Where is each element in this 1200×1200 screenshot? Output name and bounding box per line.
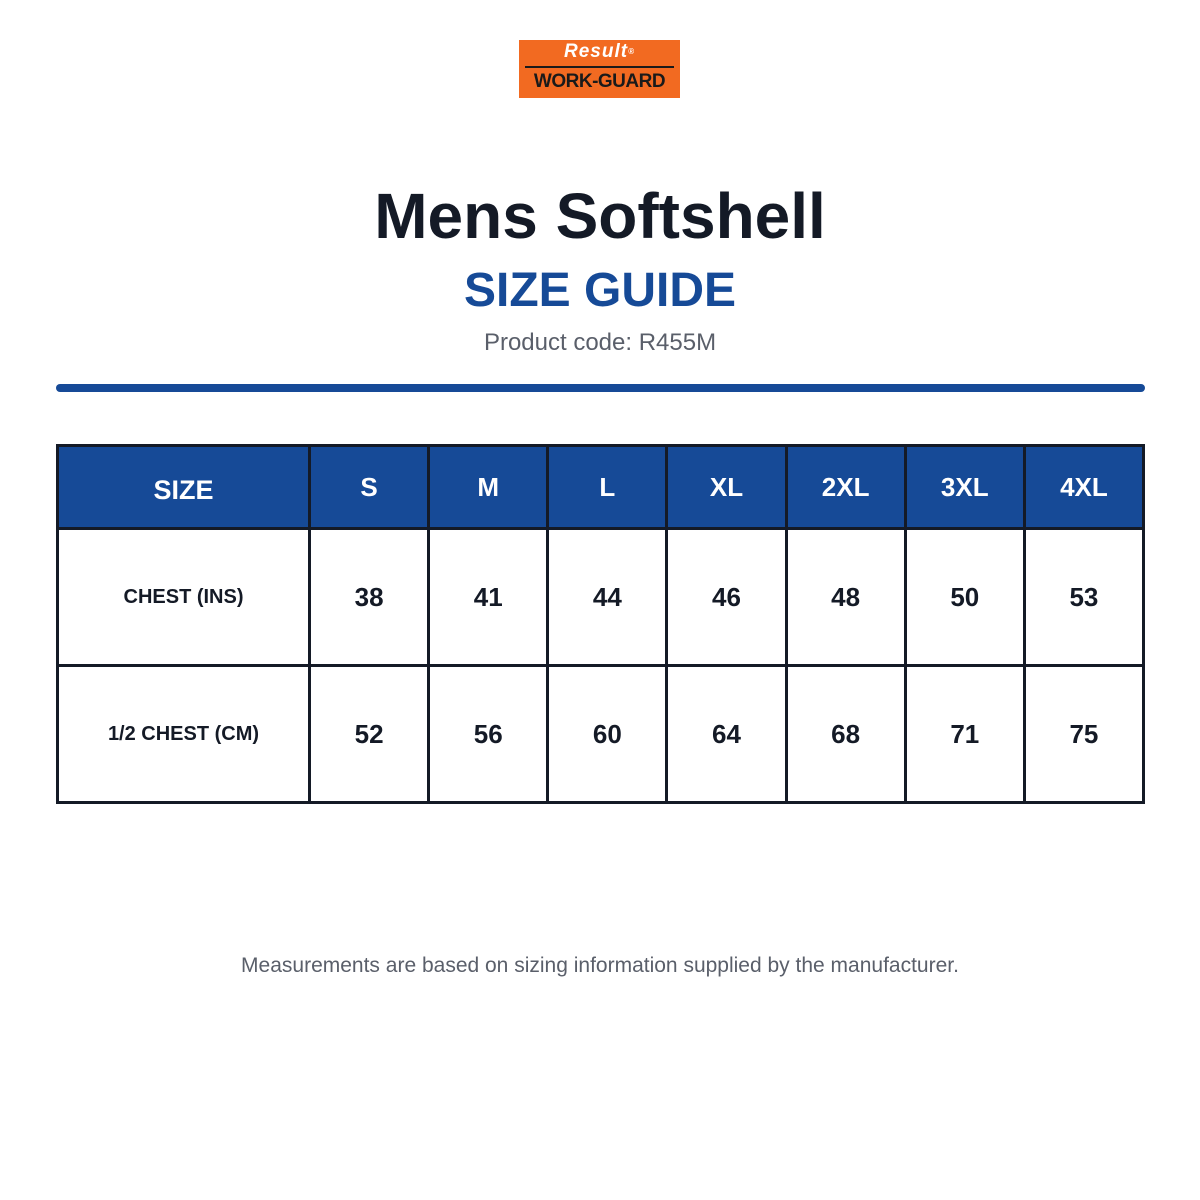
measurement-cell: 46 [667, 529, 786, 666]
size-header-cell: M [429, 446, 548, 529]
measurement-cell: 53 [1024, 529, 1143, 666]
measurement-cell: 60 [548, 666, 667, 803]
row-label: CHEST (INS) [58, 529, 310, 666]
measurement-cell: 68 [786, 666, 905, 803]
size-table [56, 444, 1145, 804]
header-divider [56, 384, 1145, 392]
footnote: Measurements are based on sizing information supplied by the manufacturer. [241, 954, 959, 977]
measurement-cell: 48 [786, 529, 905, 666]
size-header-cell: S [310, 446, 429, 529]
size-header-cell: 4XL [1024, 446, 1143, 529]
size-header-cell: XL [667, 446, 786, 529]
brand-logo [519, 40, 680, 98]
measurement-cell: 56 [429, 666, 548, 803]
measurement-cell: 44 [548, 529, 667, 666]
measurement-cell: 52 [310, 666, 429, 803]
measurement-cell: 50 [905, 529, 1024, 666]
logo-workguard-text: WORK-GUARD [525, 66, 674, 94]
logo-result-text: Result® [564, 41, 635, 62]
row-label: 1/2 CHEST (CM) [58, 666, 310, 803]
measurement-cell: 64 [667, 666, 786, 803]
size-header-row [58, 446, 1144, 529]
size-header-cell: 2XL [786, 446, 905, 529]
product-code: Product code: R455M [483, 329, 717, 356]
measurement-cell: 75 [1024, 666, 1143, 803]
size-header-cell: L [548, 446, 667, 529]
table-row [58, 529, 1144, 666]
measurement-cell: 38 [310, 529, 429, 666]
measurement-cell: 41 [429, 529, 548, 666]
size-header-label: SIZE [58, 446, 310, 529]
table-row [58, 666, 1144, 803]
size-header-cell: 3XL [905, 446, 1024, 529]
page-title: Mens Softshell [374, 180, 826, 252]
page-subtitle: SIZE GUIDE [463, 264, 737, 317]
measurement-cell: 71 [905, 666, 1024, 803]
